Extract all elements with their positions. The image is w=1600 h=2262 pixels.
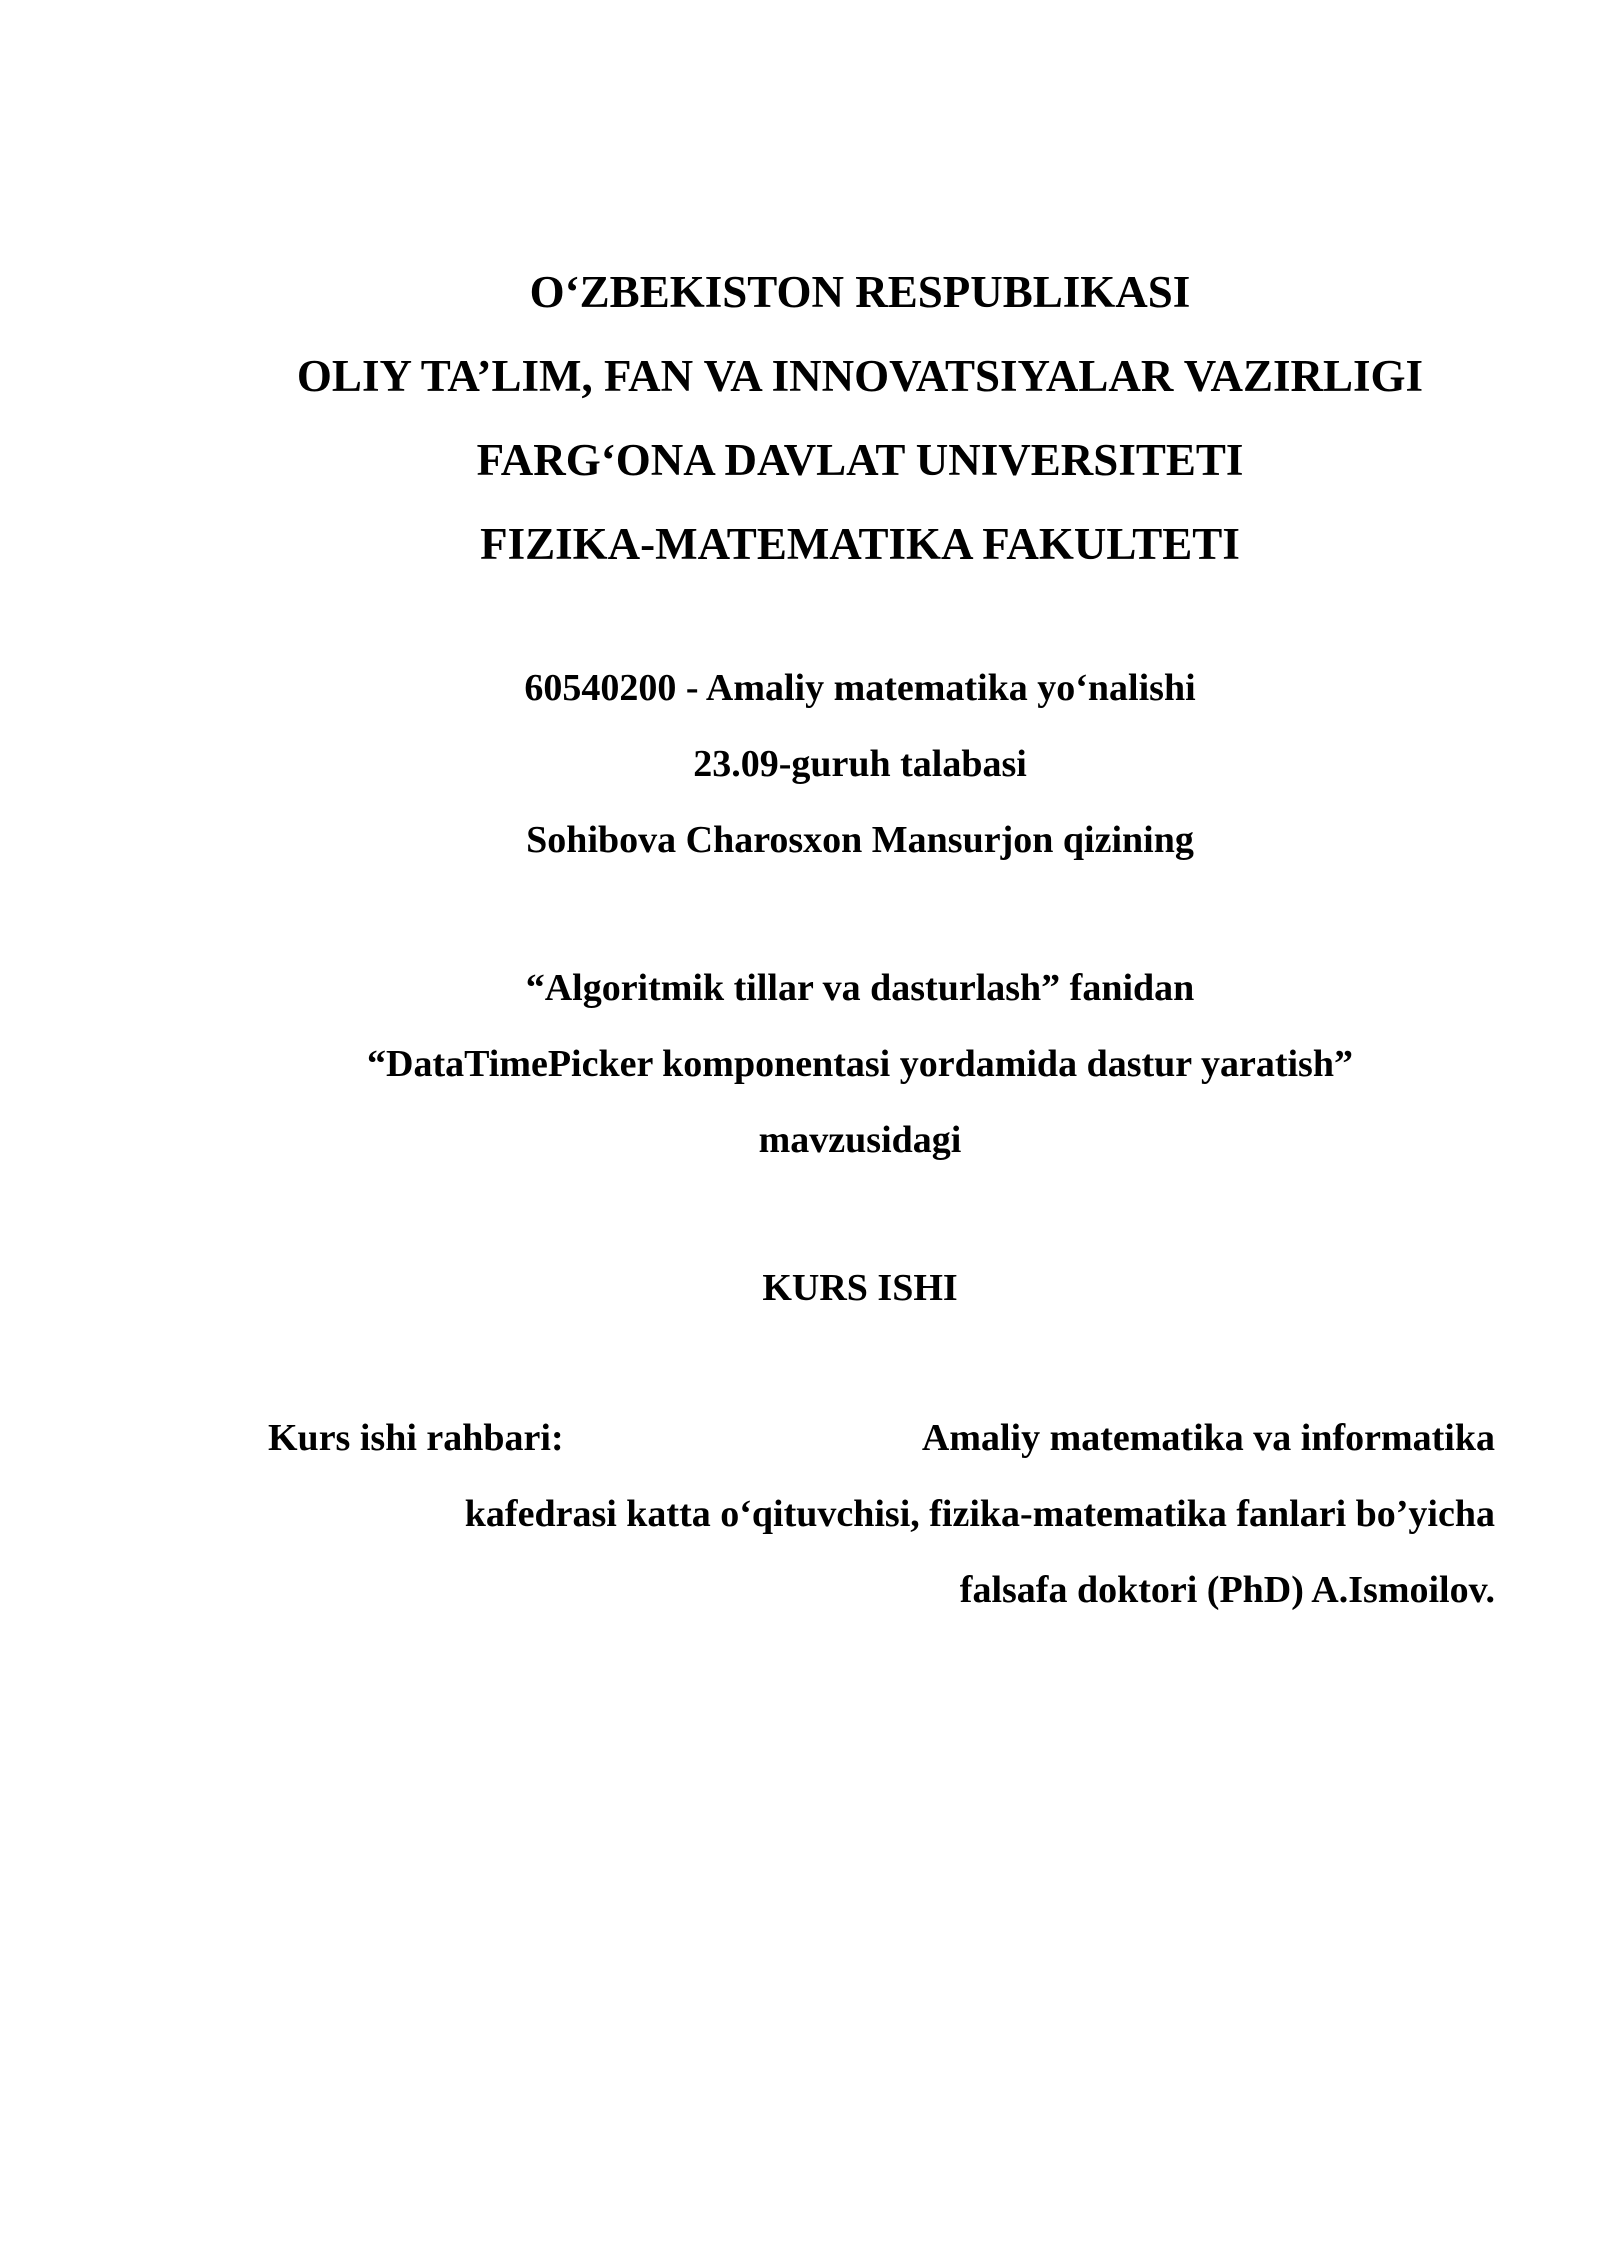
topic-title: “DataTimePicker komponentasi yordamida dastur yaratish” [367, 1043, 1353, 1085]
student-name: Sohibova Charosxon Mansurjon qizining [526, 819, 1194, 861]
header-university: FARG‘ONA DAVLAT UNIVERSITETI [476, 435, 1244, 485]
supervisor-line-3: falsafa doktori (PhD) A.Ismoilov. [959, 1569, 1495, 1611]
header-faculty: FIZIKA-MATEMATIKA FAKULTETI [480, 519, 1240, 569]
student-program: 60540200 - Amaliy matematika yo‘nalishi [524, 667, 1196, 709]
supervisor-line-1: Amaliy matematika va informatika [921, 1417, 1495, 1459]
student-group: 23.09-guruh talabasi [693, 743, 1027, 785]
supervisor-line-2: kafedrasi katta o‘qituvchisi, fizika-matematika fanlari bo’yicha [464, 1493, 1495, 1535]
header-country: O‘ZBEKISTON RESPUBLIKASI [529, 267, 1191, 317]
header-ministry: OLIY TA’LIM, FAN VA INNOVATSIYALAR VAZIRLIGI [296, 351, 1424, 401]
topic-suffix: mavzusidagi [758, 1119, 962, 1161]
supervisor-label: Kurs ishi rahbari: [268, 1417, 564, 1459]
topic-subject: “Algoritmik tillar va dasturlash” fanidan [525, 967, 1195, 1009]
work-type-title: KURS ISHI [762, 1267, 958, 1309]
